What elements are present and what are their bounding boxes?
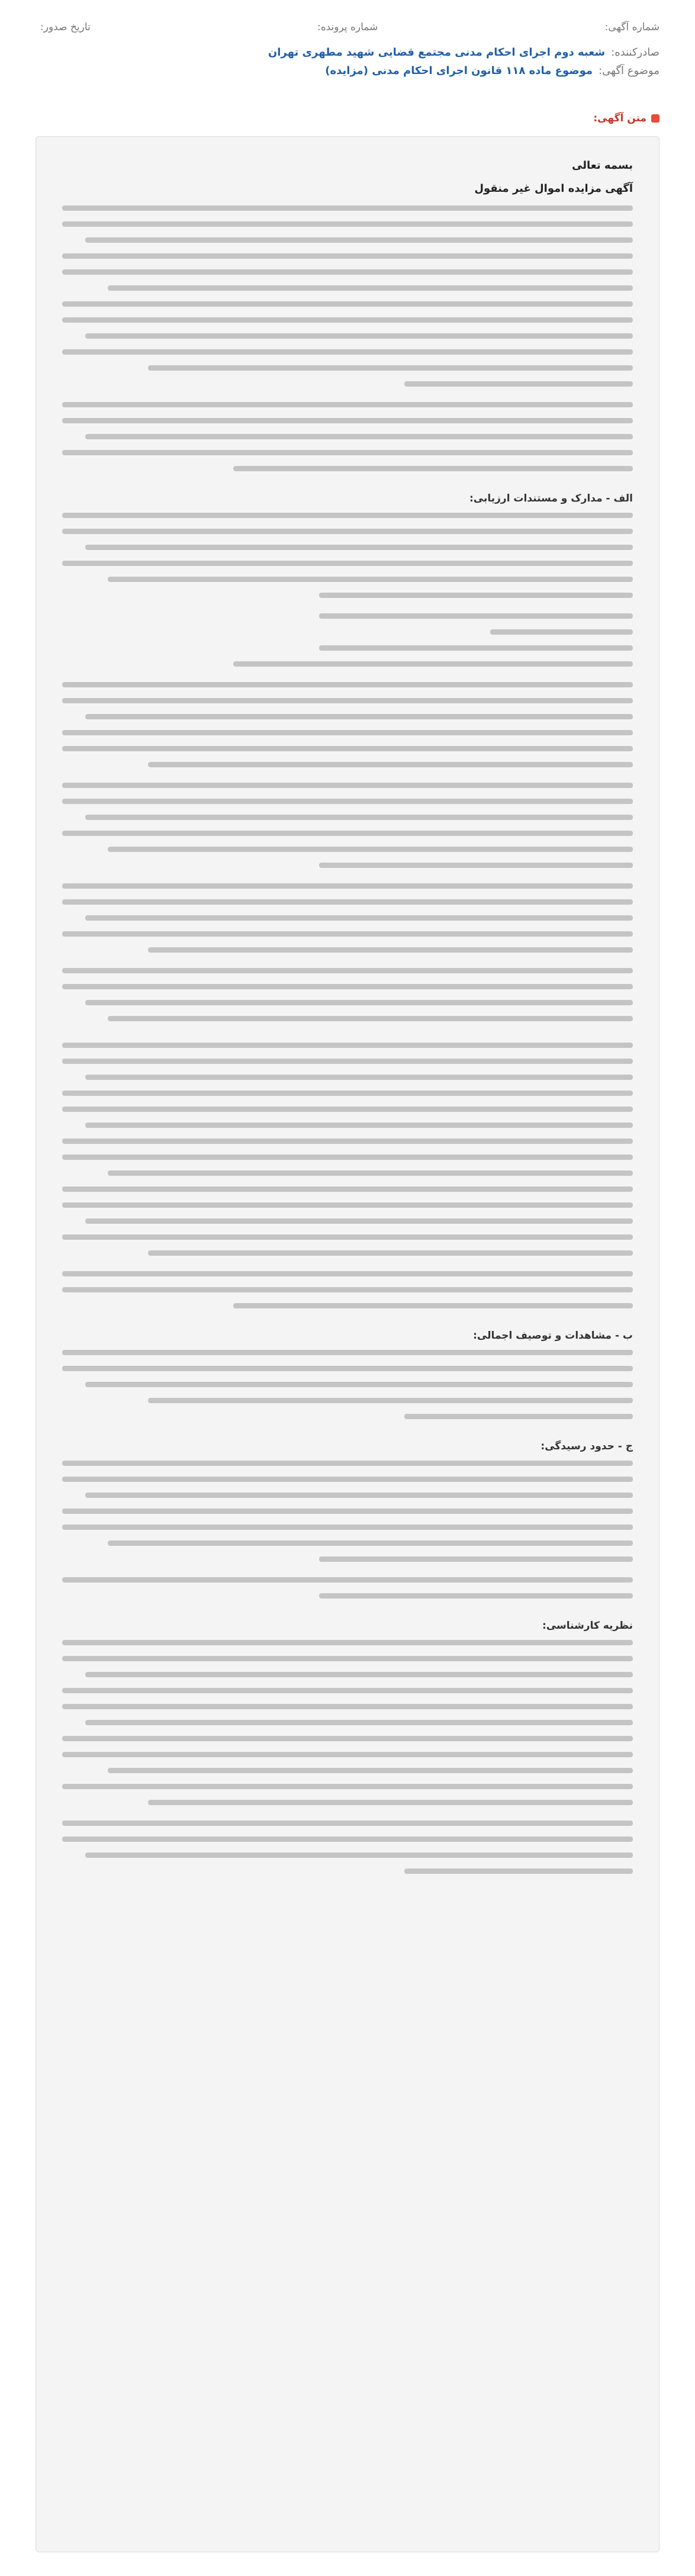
heading-expert-opinion: نظریه کارشناسی: bbox=[542, 1620, 633, 1632]
issuer-label: صادرکننده: bbox=[611, 46, 659, 59]
paragraph-unit-details-4 bbox=[62, 968, 633, 1021]
heading-observations: ب - مشاهدات و توصیف اجمالی: bbox=[473, 1330, 633, 1342]
notice-number-label: شماره آگهی: bbox=[604, 21, 659, 33]
notice-title: آگهی مزایده اموال غیر منقول bbox=[474, 182, 633, 195]
subject-label: موضوع آگهی: bbox=[599, 65, 659, 77]
paragraph-unit-details-2 bbox=[62, 783, 633, 868]
paragraph-unit-details-3 bbox=[62, 883, 633, 953]
heading-scope: ج - حدود رسیدگی: bbox=[540, 1440, 633, 1452]
paragraph-unit-details bbox=[62, 682, 633, 767]
opening-line: بسمه تعالی bbox=[572, 159, 633, 172]
file-number bbox=[313, 21, 378, 33]
paragraph-intro bbox=[62, 205, 633, 387]
section-marker-icon bbox=[651, 114, 659, 123]
notice-text-label bbox=[593, 112, 659, 124]
notice-number bbox=[600, 21, 659, 33]
paragraph-expert-referral bbox=[62, 402, 633, 471]
paragraph-closing bbox=[62, 1821, 633, 1874]
paragraph-scope-2 bbox=[62, 1577, 633, 1599]
paragraph-expert-opinion bbox=[62, 1640, 633, 1805]
issuer-line bbox=[36, 46, 659, 59]
boundaries-list bbox=[62, 613, 633, 667]
issue-date bbox=[36, 21, 91, 33]
paragraph-observations bbox=[62, 1350, 633, 1419]
issue-date-label: تاریخ صدور: bbox=[40, 21, 91, 33]
issuer-value: شعبه دوم اجرای احکام مدنی مجتمع قضایی شهید مطهری تهران bbox=[268, 46, 606, 59]
notice-header bbox=[36, 21, 659, 110]
notice-body-card bbox=[36, 136, 659, 2552]
paragraph-building-license bbox=[62, 1043, 633, 1256]
heading-documents: الف - مدارک و مستندات ارزیابی: bbox=[469, 493, 633, 504]
paragraph-registration bbox=[62, 513, 633, 598]
notice-text-label-text: متن آگهی: bbox=[593, 112, 646, 124]
file-number-label: شماره پرونده: bbox=[317, 21, 378, 33]
meta-row bbox=[36, 21, 659, 33]
paragraph-scope bbox=[62, 1461, 633, 1562]
subject-value: موضوع ماده ۱۱۸ قانون اجرای احکام مدنی (مزایده) bbox=[325, 65, 593, 77]
subject-line bbox=[36, 65, 659, 77]
paragraph-building-note bbox=[62, 1271, 633, 1308]
